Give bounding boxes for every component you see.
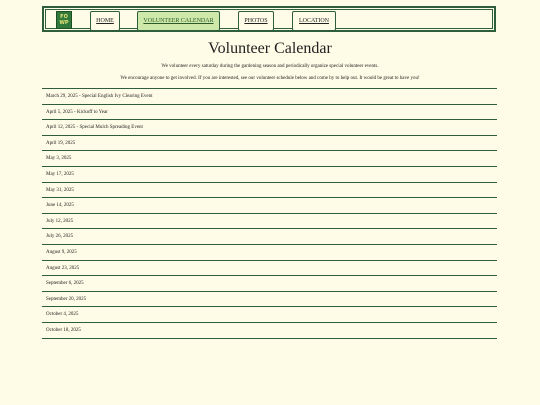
event-list-item: April 19, 2025: [42, 136, 497, 152]
event-list-item: September 6, 2025: [42, 276, 497, 292]
top-navigation: [42, 6, 496, 32]
event-list-item: May 17, 2025: [42, 167, 497, 183]
event-list-item: October 18, 2025: [42, 323, 497, 339]
event-list-item: April 12, 2025 - Special Mulch Spreading Event: [42, 120, 497, 136]
volunteer-event-list: [42, 88, 497, 339]
event-list-item: June 14, 2025: [42, 198, 497, 214]
event-list-item: July 26, 2025: [42, 229, 497, 245]
event-list-item: October 4, 2025: [42, 307, 497, 323]
event-list-item: March 29, 2025 - Special English Ivy Clearing Event: [42, 89, 497, 105]
event-list-item: May 31, 2025: [42, 183, 497, 199]
event-list-item: September 20, 2025: [42, 292, 497, 308]
nav-home-button[interactable]: HOME: [90, 11, 120, 31]
nav-inner-frame: [45, 9, 493, 29]
event-list-item: August 23, 2025: [42, 261, 497, 277]
nav-photos-button[interactable]: PHOTOS: [238, 11, 274, 31]
intro-text-1: We volunteer every saturday during the gardening season and periodically organize special volunteer events.: [161, 64, 379, 69]
nav-volunteer-calendar-button[interactable]: VOLUNTEER CALENDAR: [137, 11, 220, 31]
intro-text-2: We encourage anyone to get involved. If you are interested, see our volunteer schedule below and come by to help out. It would be great to have you!: [120, 76, 420, 81]
nav-location-button[interactable]: LOCATION: [292, 11, 336, 31]
event-list-item: July 12, 2025: [42, 214, 497, 230]
event-list-item: May 3, 2025: [42, 151, 497, 167]
page-title: Volunteer Calendar: [208, 40, 332, 57]
event-list-item: August 9, 2025: [42, 245, 497, 261]
site-logo-icon[interactable]: FO WP: [56, 11, 72, 29]
event-list-item: April 5, 2025 - Kickoff to Year: [42, 105, 497, 121]
